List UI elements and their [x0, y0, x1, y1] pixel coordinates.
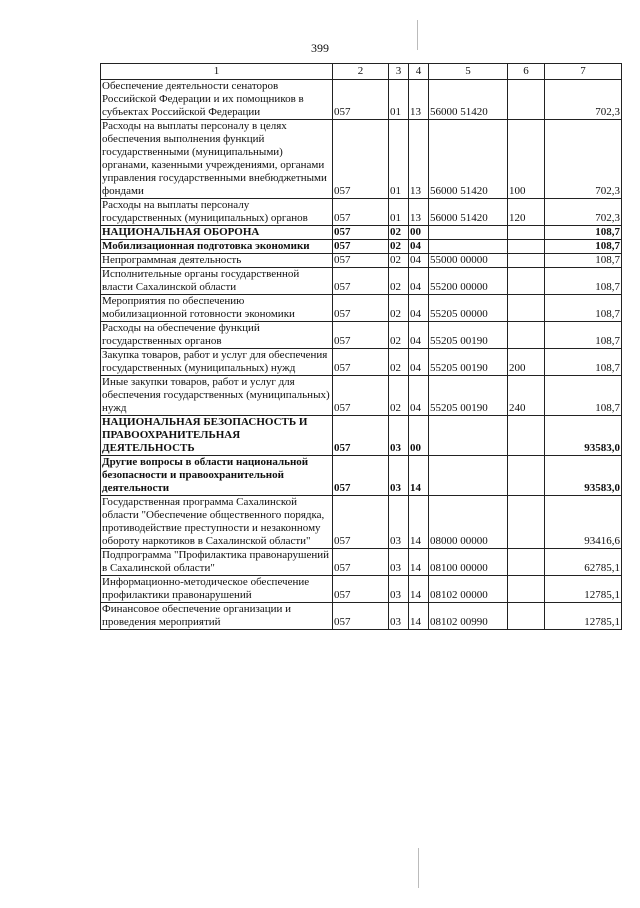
cell-csr: 55205 00190: [429, 376, 508, 416]
cell-gr: 057: [333, 254, 389, 268]
table-header-row: [101, 64, 622, 80]
cell-csr: [429, 226, 508, 240]
cell-pr: 04: [409, 268, 429, 295]
cell-pr: 13: [409, 80, 429, 120]
cell-gr: 057: [333, 496, 389, 549]
table-row: [101, 295, 622, 322]
cell-name: Другие вопросы в области национальной безопасности и правоохранительной деятельности: [101, 456, 333, 496]
cell-csr: 08102 00990: [429, 603, 508, 630]
cell-rz: 02: [389, 226, 409, 240]
cell-vr: [508, 268, 545, 295]
cell-rz: 03: [389, 576, 409, 603]
cell-pr: 14: [409, 496, 429, 549]
cell-name: Расходы на выплаты персоналу государственных (муниципальных) органов: [101, 199, 333, 226]
table-row: [101, 349, 622, 376]
page-number: 399: [311, 41, 329, 55]
header-cell: 7: [545, 64, 622, 80]
cell-sum: 702,3: [545, 80, 622, 120]
table-row: [101, 496, 622, 549]
cell-name: Мобилизационная подготовка экономики: [101, 240, 333, 254]
budget-table: [100, 63, 622, 630]
cell-pr: 04: [409, 295, 429, 322]
cell-gr: 057: [333, 603, 389, 630]
header-cell: 6: [508, 64, 545, 80]
header-cell: 2: [333, 64, 389, 80]
cell-vr: 240: [508, 376, 545, 416]
cell-gr: 057: [333, 120, 389, 199]
cell-gr: 057: [333, 199, 389, 226]
cell-sum: 108,7: [545, 349, 622, 376]
cell-sum: 12785,1: [545, 603, 622, 630]
cell-pr: 14: [409, 603, 429, 630]
table-row: [101, 199, 622, 226]
cell-gr: 057: [333, 268, 389, 295]
cell-rz: 02: [389, 376, 409, 416]
cell-pr: 13: [409, 199, 429, 226]
cell-gr: 057: [333, 322, 389, 349]
cell-sum: 108,7: [545, 240, 622, 254]
cell-pr: 14: [409, 456, 429, 496]
cell-gr: 057: [333, 549, 389, 576]
cell-name: Финансовое обеспечение организации и проведения мероприятий: [101, 603, 333, 630]
cell-vr: [508, 226, 545, 240]
cell-sum: 702,3: [545, 199, 622, 226]
cell-gr: 057: [333, 576, 389, 603]
header-cell: 1: [101, 64, 333, 80]
cell-rz: 02: [389, 295, 409, 322]
table-row: [101, 549, 622, 576]
table-row: [101, 240, 622, 254]
cell-pr: 14: [409, 549, 429, 576]
cell-rz: 01: [389, 199, 409, 226]
scan-artifact: [418, 848, 419, 888]
cell-csr: 56000 51420: [429, 120, 508, 199]
cell-rz: 02: [389, 254, 409, 268]
cell-name: Информационно-методическое обеспечение профилактики правонарушений: [101, 576, 333, 603]
scan-artifact: [417, 20, 418, 50]
cell-csr: 56000 51420: [429, 80, 508, 120]
cell-rz: 03: [389, 456, 409, 496]
table-row: [101, 254, 622, 268]
table-row: [101, 226, 622, 240]
cell-rz: 03: [389, 549, 409, 576]
cell-name: Государственная программа Сахалинской области "Обеспечение общественного порядка, противодействие преступности и незаконному обороту наркотиков в Сахалинской области": [101, 496, 333, 549]
cell-vr: [508, 295, 545, 322]
header-cell: 4: [409, 64, 429, 80]
table-row: [101, 603, 622, 630]
cell-gr: 057: [333, 456, 389, 496]
cell-sum: 62785,1: [545, 549, 622, 576]
cell-sum: 108,7: [545, 268, 622, 295]
cell-name: Иные закупки товаров, работ и услуг для обеспечения государственных (муниципальных) нужд: [101, 376, 333, 416]
table-row: [101, 268, 622, 295]
cell-name: НАЦИОНАЛЬНАЯ БЕЗОПАСНОСТЬ И ПРАВООХРАНИТЕЛЬНАЯ ДЕЯТЕЛЬНОСТЬ: [101, 416, 333, 456]
header-cell: 5: [429, 64, 508, 80]
cell-vr: [508, 240, 545, 254]
cell-rz: 01: [389, 80, 409, 120]
cell-sum: 93583,0: [545, 416, 622, 456]
cell-gr: 057: [333, 349, 389, 376]
table-row: [101, 322, 622, 349]
cell-pr: 00: [409, 226, 429, 240]
cell-csr: 55000 00000: [429, 254, 508, 268]
cell-vr: [508, 254, 545, 268]
cell-gr: 057: [333, 226, 389, 240]
table-row: [101, 376, 622, 416]
cell-name: НАЦИОНАЛЬНАЯ ОБОРОНА: [101, 226, 333, 240]
cell-csr: 55205 00000: [429, 295, 508, 322]
cell-gr: 057: [333, 376, 389, 416]
cell-gr: 057: [333, 240, 389, 254]
cell-gr: 057: [333, 80, 389, 120]
cell-gr: 057: [333, 295, 389, 322]
cell-name: Мероприятия по обеспечению мобилизационной готовности экономики: [101, 295, 333, 322]
cell-vr: [508, 416, 545, 456]
cell-vr: [508, 322, 545, 349]
cell-vr: 120: [508, 199, 545, 226]
cell-sum: 702,3: [545, 120, 622, 199]
cell-gr: 057: [333, 416, 389, 456]
cell-sum: 108,7: [545, 226, 622, 240]
cell-name: Обеспечение деятельности сенаторов Российской Федерации и их помощников в субъектах Российской Федерации: [101, 80, 333, 120]
cell-csr: 55205 00190: [429, 322, 508, 349]
cell-vr: 200: [508, 349, 545, 376]
cell-vr: [508, 576, 545, 603]
cell-sum: 93583,0: [545, 456, 622, 496]
header-cell: 3: [389, 64, 409, 80]
cell-vr: [508, 603, 545, 630]
cell-pr: 00: [409, 416, 429, 456]
cell-csr: 55205 00190: [429, 349, 508, 376]
cell-name: Исполнительные органы государственной власти Сахалинской области: [101, 268, 333, 295]
cell-rz: 02: [389, 322, 409, 349]
cell-pr: 13: [409, 120, 429, 199]
cell-sum: 108,7: [545, 295, 622, 322]
cell-sum: 93416,6: [545, 496, 622, 549]
cell-rz: 02: [389, 268, 409, 295]
cell-csr: 55200 00000: [429, 268, 508, 295]
cell-csr: 08100 00000: [429, 549, 508, 576]
cell-rz: 01: [389, 120, 409, 199]
cell-name: Закупка товаров, работ и услуг для обеспечения государственных (муниципальных) нужд: [101, 349, 333, 376]
cell-sum: 12785,1: [545, 576, 622, 603]
table-row: [101, 416, 622, 456]
cell-sum: 108,7: [545, 376, 622, 416]
cell-pr: 04: [409, 240, 429, 254]
cell-rz: 03: [389, 603, 409, 630]
cell-name: Расходы на обеспечение функций государственных органов: [101, 322, 333, 349]
cell-pr: 04: [409, 322, 429, 349]
cell-vr: [508, 549, 545, 576]
cell-sum: 108,7: [545, 254, 622, 268]
cell-pr: 04: [409, 376, 429, 416]
cell-rz: 02: [389, 349, 409, 376]
cell-csr: 56000 51420: [429, 199, 508, 226]
cell-pr: 04: [409, 349, 429, 376]
cell-csr: [429, 240, 508, 254]
table-row: [101, 80, 622, 120]
cell-name: Непрограммная деятельность: [101, 254, 333, 268]
cell-vr: [508, 496, 545, 549]
cell-rz: 03: [389, 416, 409, 456]
cell-rz: 03: [389, 496, 409, 549]
cell-sum: 108,7: [545, 322, 622, 349]
table-row: [101, 456, 622, 496]
cell-pr: 14: [409, 576, 429, 603]
table-row: [101, 576, 622, 603]
cell-pr: 04: [409, 254, 429, 268]
cell-csr: [429, 416, 508, 456]
cell-name: Расходы на выплаты персоналу в целях обеспечения выполнения функций государственными (муниципальными) органами, казенными учреждениями, органами управления государственными внебюджетными фондами: [101, 120, 333, 199]
cell-vr: [508, 80, 545, 120]
cell-vr: [508, 456, 545, 496]
cell-csr: [429, 456, 508, 496]
cell-csr: 08102 00000: [429, 576, 508, 603]
cell-vr: 100: [508, 120, 545, 199]
cell-rz: 02: [389, 240, 409, 254]
cell-csr: 08000 00000: [429, 496, 508, 549]
cell-name: Подпрограмма "Профилактика правонарушений в Сахалинской области": [101, 549, 333, 576]
table-row: [101, 120, 622, 199]
